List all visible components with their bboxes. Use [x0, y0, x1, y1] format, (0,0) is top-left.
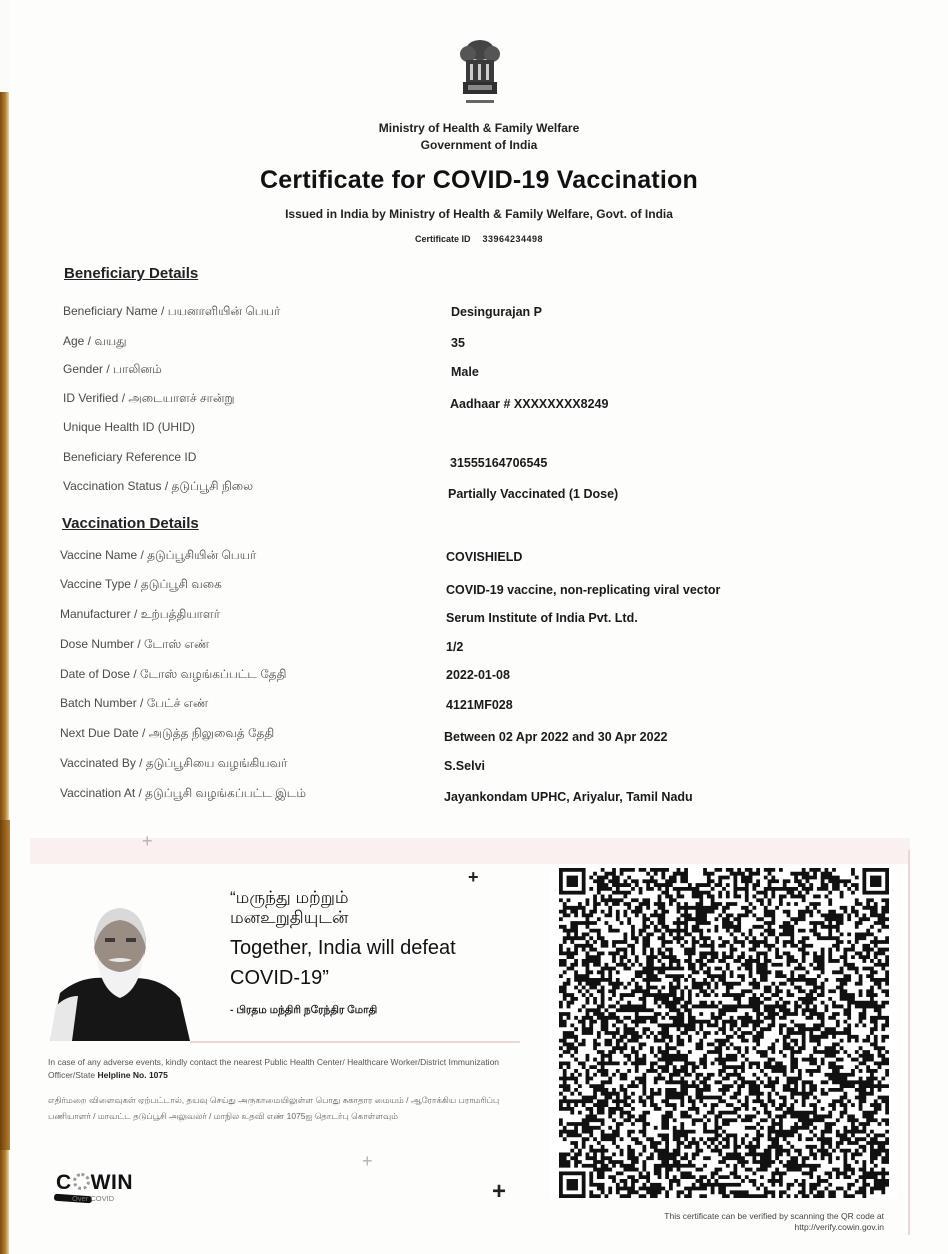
- detail-row-age: [10, 334, 948, 354]
- field-label: Unique Health ID (UHID): [63, 420, 196, 434]
- quote-english: Together, India will defeat COVID-19”: [230, 937, 456, 989]
- field-value: Jayankondam UPHC, Ariyalur, Tamil Nadu: [444, 790, 693, 804]
- field-value: COVISHIELD: [446, 550, 523, 564]
- adverse-events-notice-tamil: எதிர்மறை விளைவுகள் ஏற்பட்டால், தயவு செய்து அருகாமையிலுள்ள பொது சுகாதார மையம் / ஆரோக்கிய பராமரிப்பு பணியாளர் / மாவட்ட தடுப்பூசி அலுவலர் / மாநில உதவி எண் 1075ஐ தொடர்பு கொள்ளவும்: [48, 1095, 500, 1121]
- crosshair-mark-icon: +: [142, 831, 153, 851]
- field-label: Batch Number / பேட்ச் எண்: [60, 696, 209, 710]
- ministry-name: Ministry of Health & Family Welfare: [378, 121, 580, 135]
- detail-row-next-due-date: [10, 726, 948, 746]
- crosshair-mark-icon: +: [362, 1151, 373, 1171]
- field-label: ID Verified / அடையாளச் சான்று: [63, 391, 235, 405]
- detail-row-vaccination-status: [10, 479, 948, 499]
- cowin-logo-letters: WIN: [90, 1171, 133, 1194]
- field-value: 1/2: [446, 640, 464, 654]
- field-label: Vaccination At / தடுப்பூசி வழங்கப்பட்ட இடம்: [60, 786, 306, 800]
- divider: [190, 1041, 520, 1043]
- field-value: Aadhaar # XXXXXXXX8249: [450, 397, 609, 411]
- adverse-events-text: In case of any adverse events, kindly contact the nearest Public Health Center/ Healthcare Worker/District Immunization Officer/State: [48, 1057, 500, 1080]
- certificate-id-label: Certificate ID: [414, 234, 471, 244]
- certificate-id-value: 33964234498: [482, 234, 544, 244]
- field-value: S.Selvi: [444, 759, 485, 773]
- detail-row-beneficiary-name: [10, 304, 948, 324]
- vaccination-details-heading: Vaccination Details: [62, 515, 199, 532]
- quote-tamil: [230, 888, 349, 928]
- field-value: Between 02 Apr 2022 and 30 Apr 2022: [444, 730, 668, 744]
- field-value: 4121MF028: [446, 698, 513, 712]
- field-label: Beneficiary Name / பயனாளியின் பெயர்: [63, 304, 281, 318]
- field-value: 31555164706545: [450, 456, 548, 470]
- detail-row-dose-number: [10, 637, 948, 657]
- field-label: Vaccine Name / தடுப்பூசியின் பெயர்: [60, 548, 257, 562]
- quote-attribution: - பிரதம மந்திரி நரேந்திர மோதி: [230, 1004, 378, 1016]
- cowin-tagline: Over COVID: [72, 1194, 115, 1203]
- detail-row-date-of-dose: [10, 667, 948, 687]
- national-emblem-icon: [450, 36, 510, 112]
- field-label: Manufacturer / உற்பத்தியாளர்: [60, 607, 220, 621]
- field-value: COVID-19 vaccine, non-replicating viral vector: [446, 583, 721, 597]
- quote-tamil-line: மனஉறுதியுடன்: [230, 908, 349, 927]
- beneficiary-details-heading: Beneficiary Details: [64, 265, 199, 282]
- adverse-events-notice-english: [48, 1056, 518, 1082]
- detail-row-vaccinated-by: [10, 756, 948, 776]
- detail-row-reference-id: [10, 450, 948, 470]
- field-value: 35: [451, 336, 465, 350]
- field-label: Gender / பாலினம்: [63, 362, 162, 376]
- card-border: [908, 850, 910, 1235]
- cowin-logo: [56, 1171, 133, 1195]
- field-label: Beneficiary Reference ID: [63, 450, 197, 464]
- issued-by: Issued in India by Ministry of Health & Family Welfare, Govt. of India: [285, 207, 673, 221]
- qr-code-icon: [550, 868, 898, 1198]
- prime-minister-photo: [50, 898, 190, 1041]
- field-value: 2022-01-08: [446, 668, 510, 682]
- detail-row-batch-number: [10, 696, 948, 716]
- footer-card: [30, 831, 910, 1238]
- crosshair-mark-icon: +: [468, 867, 479, 887]
- verification-text: This certificate can be verified by scanning the QR code at: [664, 1211, 884, 1221]
- verification-url: http://verify.cowin.gov.in: [794, 1222, 884, 1232]
- certificate-title: Certificate for COVID-19 Vaccination: [260, 166, 698, 194]
- field-label: Age / வயது: [63, 334, 127, 348]
- cowin-logo-letter: C: [56, 1171, 72, 1194]
- field-label: Dose Number / டோஸ் எண்: [60, 637, 210, 651]
- detail-row-vaccine-type: [10, 577, 948, 597]
- crosshair-mark-icon: +: [492, 1178, 507, 1205]
- verification-notice: [550, 1211, 884, 1233]
- field-label: Vaccine Type / தடுப்பூசி வகை: [60, 577, 222, 591]
- field-label: Vaccination Status / தடுப்பூசி நிலை: [63, 479, 254, 493]
- cowin-ring-icon: [73, 1173, 90, 1190]
- helpline-number: Helpline No. 1075: [97, 1070, 168, 1080]
- certificate-page: [10, 0, 948, 1254]
- field-value: Desingurajan P: [451, 305, 542, 319]
- detail-row-manufacturer: [10, 607, 948, 627]
- detail-row-vaccination-at: [10, 786, 948, 806]
- detail-row-vaccine-name: [10, 548, 948, 568]
- field-label: Vaccinated By / தடுப்பூசியை வழங்கியவர்: [60, 756, 288, 770]
- field-value: Partially Vaccinated (1 Dose): [448, 487, 619, 501]
- detail-row-gender: [10, 362, 948, 382]
- certificate-id: [10, 234, 948, 244]
- card-top-band: [30, 838, 910, 864]
- field-label: Next Due Date / அடுத்த நிலுவைத் தேதி: [60, 726, 275, 740]
- detail-row-id-verified: [10, 391, 948, 411]
- quote-tamil-line: “மருந்து மற்றும்: [230, 888, 349, 907]
- detail-row-uhid: [10, 420, 948, 440]
- field-label: Date of Dose / டோஸ் வழங்கப்பட்ட தேதி: [60, 667, 287, 681]
- government-name: Government of India: [420, 138, 538, 152]
- field-value: Male: [451, 365, 479, 379]
- field-value: Serum Institute of India Pvt. Ltd.: [446, 611, 638, 625]
